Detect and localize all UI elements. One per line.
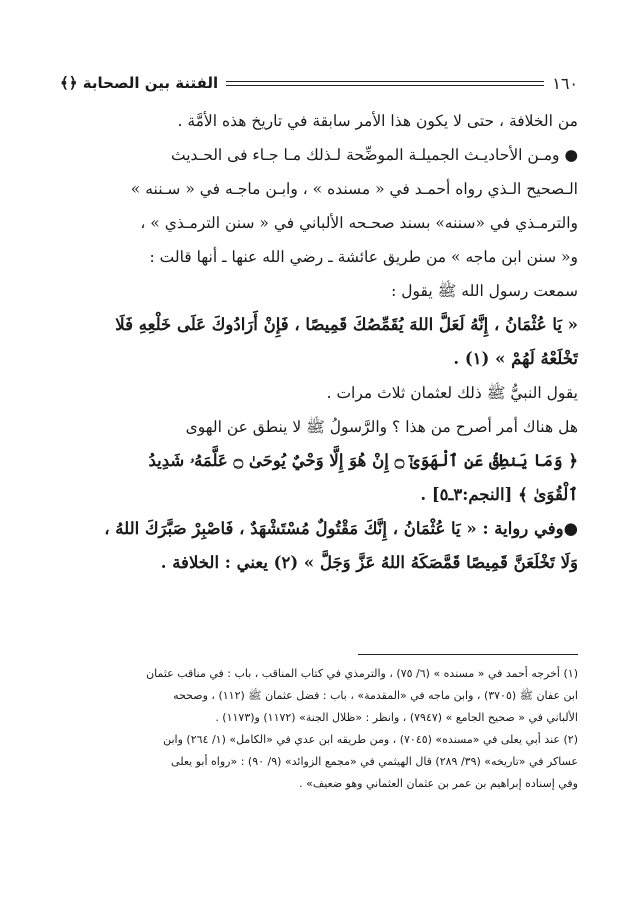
page-header [60, 70, 578, 96]
book-page [60, 70, 578, 850]
text-line: وَلَا تَخْلَعَنَّ قَمِيصًا قَمَّصَكَهُ اللهُ عَزَّ وَجَلَّ » (٢) يعني : الخلافة . [160, 553, 578, 572]
text-line: ● ومـن الأحاديـث الجميلـة الموضِّحة لـذلك مـا جـاء فى الحـديث [170, 146, 578, 164]
footnote-line: عساكر في «تاريخه» (٣٩/ ٢٨٩) قال الهيثمي في «مجمع الزوائد» (٩/ ٩٠) : «رواه أبو يعلى [171, 755, 578, 768]
main-text [60, 104, 578, 580]
footnotes [60, 654, 578, 795]
text-line: يقول النبيُّ ﷺ ذلك لعثمان ثلاث مرات . [326, 384, 578, 402]
text-line: ●وفي رواية : « يَا عُثْمَانُ ، إِنَّكَ مَقْتُولٌ مُسْتَشْهَدٌ ، فَاصْبِرْ صَبَّرَكَ اللهُ ، [104, 519, 578, 538]
footnote-line: وفي إسناده إبراهيم بن عمر بن عثمان العثماني وهو ضعيف» . [299, 777, 578, 790]
text-line: سمعت رسول الله ﷺ يقول : [391, 282, 578, 300]
footnote-line: (٢) عند أبي يعلى في «مسنده» (٧٠٤٥) ، ومن طريقه ابن عدي في «الكامل» (١/ ٢٦٤) وابن [163, 733, 578, 746]
text-line: تَخْلَعْهُ لَهُمْ » (١) . [453, 349, 578, 368]
text-line: هل هناك أمر أصرح من هذا ؟ والرَّسولُ ﷺ لا ينطق عن الهوى [185, 418, 578, 436]
text-line: والترمـذي في «سننه» بسند صحـحه الألباني في « سنن الترمـذي » ، [140, 214, 578, 232]
text-line: ٱلْقُوَىٰ ﴾ [النجم:٣ـ٥] . [420, 485, 578, 504]
text-line: و« سنن ابن ماجه » من طريق عائشة ـ رضي الله عنها ـ أنها قالت : [149, 248, 578, 266]
footnote-line: الألباني في « صحيح الجامع » (٧٩٤٧) ، وانظر : «ظلال الجنة» (١١٧٢) و(١١٧٣) . [215, 711, 578, 724]
text-line: من الخلافة ، حتى لا يكون هذا الأمر سابقة في تاريخ هذه الأمَّة . [177, 112, 578, 130]
footnote-rule [358, 654, 578, 655]
page-number: ١٦٠ [552, 73, 578, 93]
footnote-line: (١) أخرجه أحمد في « مسنده » (٦/ ٧٥) ، والترمذي في كتاب المناقب ، باب : في مناقب عثمان [146, 667, 578, 680]
footnote-line: ابن عفان ﷺ (٣٧٠٥) ، وابن ماجه في «المقدمة» ، باب : فضل عثمان ﷺ (١١٢) ، وصححه [173, 689, 578, 702]
header-rule [226, 81, 544, 86]
text-line: ﴿ وَمَا يَنطِقُ عَنِ ٱلْهَوَىٰٓ ۝ إِنْ هُوَ إِلَّا وَحْيٌ يُوحَىٰ ۝ عَلَّمَهُۥ شَدِيدُ [148, 451, 578, 470]
running-title: الفتنة بين الصحابة ﴿﴾ [60, 74, 219, 92]
text-line: « يَا عُثْمَانُ ، إِنَّهُ لَعَلَّ اللهَ يُقَمِّصُكَ قَمِيصًا ، فَإِنْ أَرَادُوكَ عَلَى خَلْعِهِ فَلَا [115, 315, 578, 334]
text-line: الـصحيح الـذي رواه أحمـد في « مسنده » ، وابـن ماجـه في « سـننه » [130, 180, 578, 198]
